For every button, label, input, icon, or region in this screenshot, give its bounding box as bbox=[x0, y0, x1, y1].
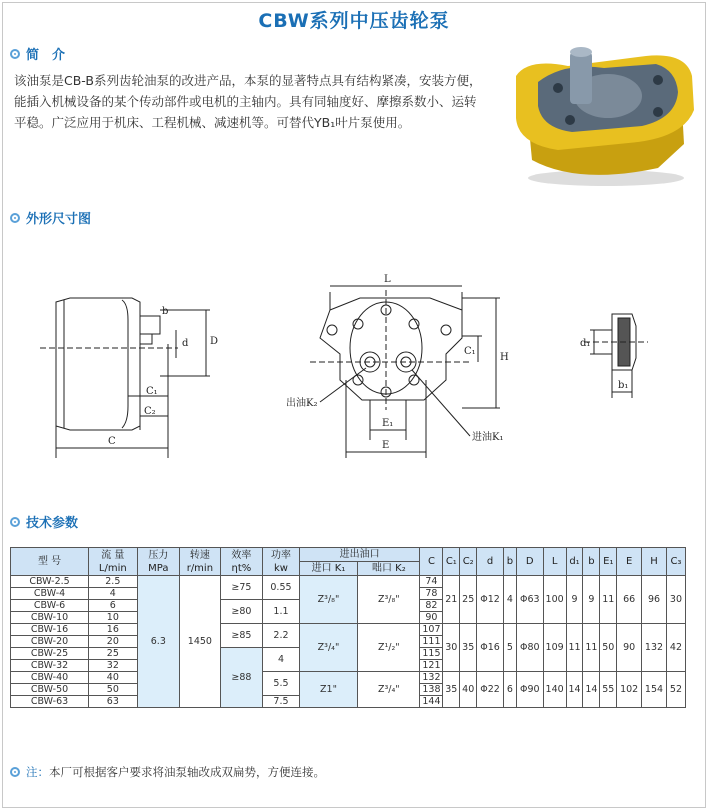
label-b1: b₁ bbox=[618, 380, 629, 391]
table-cell: 52 bbox=[666, 672, 685, 708]
table-cell: 121 bbox=[420, 660, 443, 672]
label-C2: C₂ bbox=[144, 406, 156, 417]
col-E1: E₁ bbox=[600, 548, 617, 576]
section-specs-heading bbox=[10, 512, 78, 531]
col-b1: b bbox=[583, 548, 600, 576]
table-cell: Φ16 bbox=[477, 624, 504, 672]
label-E: E bbox=[382, 440, 390, 451]
bullet-icon bbox=[10, 517, 20, 527]
table-cell: CBW-32 bbox=[11, 660, 89, 672]
table-cell: Z³/₈" bbox=[358, 576, 420, 624]
table-cell: 1.1 bbox=[263, 600, 300, 624]
col-d: d bbox=[477, 548, 504, 576]
table-cell: 11 bbox=[566, 624, 583, 672]
table-cell: CBW-10 bbox=[11, 612, 89, 624]
col-C1: C₁ bbox=[443, 548, 460, 576]
table-cell: 144 bbox=[420, 696, 443, 708]
table-cell: 111 bbox=[420, 636, 443, 648]
bullet-icon bbox=[10, 49, 20, 59]
section-intro-heading bbox=[10, 44, 65, 63]
col-C3: C₃ bbox=[666, 548, 685, 576]
table-cell: 11 bbox=[600, 576, 617, 624]
table-cell: 9 bbox=[566, 576, 583, 624]
table-row bbox=[11, 624, 686, 636]
table-cell: CBW-20 bbox=[11, 636, 89, 648]
label-C1: C₁ bbox=[146, 386, 158, 397]
table-cell: Φ22 bbox=[477, 672, 504, 708]
table-cell: 11 bbox=[583, 624, 600, 672]
section-dimensions-label: 外形尺寸图 bbox=[26, 212, 92, 227]
label-d: d bbox=[182, 338, 189, 349]
table-cell: 25 bbox=[460, 576, 477, 624]
pump-bolt bbox=[653, 75, 663, 85]
table-cell: 109 bbox=[543, 624, 566, 672]
col-eff: 效率 ηt% bbox=[220, 548, 262, 576]
table-cell: 140 bbox=[543, 672, 566, 708]
table-cell: 78 bbox=[420, 588, 443, 600]
col-C2: C₂ bbox=[460, 548, 477, 576]
col-C: C bbox=[420, 548, 443, 576]
table-row bbox=[11, 672, 686, 684]
col-power: 功率 kw bbox=[263, 548, 300, 576]
table-cell: 35 bbox=[443, 672, 460, 708]
section-intro-label: 简 介 bbox=[26, 48, 66, 63]
table-cell: 30 bbox=[666, 576, 685, 624]
note-text: 本厂可根据客户要求将油泵轴改成双扁势，方便连接。 bbox=[49, 765, 325, 779]
table-cell: 5.5 bbox=[263, 672, 300, 696]
table-cell: 25 bbox=[89, 648, 138, 660]
label-front-C1: C₁ bbox=[464, 346, 476, 357]
table-cell: 21 bbox=[443, 576, 460, 624]
table-cell: 10 bbox=[89, 612, 138, 624]
table-cell: 9 bbox=[583, 576, 600, 624]
dimension-drawings bbox=[0, 230, 708, 470]
col-ports: 进出油口 bbox=[299, 548, 420, 562]
table-cell: ≥85 bbox=[220, 624, 262, 648]
table-cell: CBW-16 bbox=[11, 624, 89, 636]
table-cell: CBW-63 bbox=[11, 696, 89, 708]
table-cell: CBW-2.5 bbox=[11, 576, 89, 588]
table-cell: 132 bbox=[420, 672, 443, 684]
table-header-row bbox=[11, 548, 686, 562]
table-cell: ≥80 bbox=[220, 600, 262, 624]
table-cell: 100 bbox=[543, 576, 566, 624]
col-H: H bbox=[642, 548, 667, 576]
col-model: 型 号 bbox=[11, 548, 89, 576]
table-cell: 16 bbox=[89, 624, 138, 636]
pump-shaft-end bbox=[570, 47, 592, 57]
intro-text: 该油泵是CB-B系列齿轮油泵的改进产品，本泵的显著特点具有结构紧凑，安装方便，能插入机械设备的某个传动部件或电机的主轴内。具有同轴度好、摩擦系数小、运转平稳。广泛应用于机床、工程机械、减速机等。可替代YB₁叶片泵使用。 bbox=[14, 73, 482, 130]
table-cell: 14 bbox=[583, 672, 600, 708]
bullet-icon bbox=[10, 213, 20, 223]
table-cell: 1450 bbox=[180, 576, 221, 708]
table-row bbox=[11, 576, 686, 588]
col-flow: 流 量 L/min bbox=[89, 548, 138, 576]
spec-table bbox=[10, 547, 686, 708]
table-cell: 7.5 bbox=[263, 696, 300, 708]
note-label: 注： bbox=[26, 765, 49, 779]
table-cell: 96 bbox=[642, 576, 667, 624]
detail-view-drawing bbox=[580, 314, 648, 398]
table-cell: 14 bbox=[566, 672, 583, 708]
label-inlet: 进油K₁ bbox=[472, 432, 504, 443]
table-cell: ≥88 bbox=[220, 648, 262, 708]
bullet-icon bbox=[10, 767, 20, 777]
table-cell: 50 bbox=[600, 624, 617, 672]
col-speed: 转速 r/min bbox=[180, 548, 221, 576]
pump-shaft bbox=[570, 52, 592, 104]
table-cell: ≥75 bbox=[220, 576, 262, 600]
label-L: L bbox=[384, 274, 391, 285]
table-cell: 50 bbox=[89, 684, 138, 696]
table-cell: CBW-40 bbox=[11, 672, 89, 684]
section-specs-label: 技术参数 bbox=[26, 516, 79, 531]
table-cell: Φ63 bbox=[516, 576, 543, 624]
table-cell: 90 bbox=[420, 612, 443, 624]
col-pressure: 压力 MPa bbox=[137, 548, 179, 576]
table-cell: 4 bbox=[503, 576, 516, 624]
col-d1: d₁ bbox=[566, 548, 583, 576]
table-cell: 35 bbox=[460, 624, 477, 672]
label-outlet: 出油K₂ bbox=[286, 398, 318, 409]
col-b: b bbox=[503, 548, 516, 576]
table-cell: 115 bbox=[420, 648, 443, 660]
table-cell: Z³/₈" bbox=[299, 576, 357, 624]
table-cell: 6 bbox=[503, 672, 516, 708]
side-view-drawing bbox=[40, 298, 218, 458]
table-cell: Φ90 bbox=[516, 672, 543, 708]
table-cell: 66 bbox=[617, 576, 642, 624]
table-cell: 154 bbox=[642, 672, 667, 708]
col-E: E bbox=[617, 548, 642, 576]
page-title: CBW系列中压齿轮泵 bbox=[258, 10, 450, 32]
table-cell: CBW-50 bbox=[11, 684, 89, 696]
table-cell: 42 bbox=[666, 624, 685, 672]
table-cell: 40 bbox=[89, 672, 138, 684]
table-cell: 32 bbox=[89, 660, 138, 672]
table-cell: CBW-25 bbox=[11, 648, 89, 660]
table-cell: 102 bbox=[617, 672, 642, 708]
front-view-drawing bbox=[286, 274, 509, 458]
table-cell: 55 bbox=[600, 672, 617, 708]
table-cell: Z³/₄" bbox=[358, 672, 420, 708]
table-cell: CBW-6 bbox=[11, 600, 89, 612]
table-cell: 0.55 bbox=[263, 576, 300, 600]
col-D: D bbox=[516, 548, 543, 576]
col-inlet: 进口 K₁ bbox=[299, 562, 357, 576]
label-D: D bbox=[210, 336, 219, 347]
label-E1: E₁ bbox=[382, 418, 394, 429]
table-cell: Φ12 bbox=[477, 576, 504, 624]
table-cell: 2.2 bbox=[263, 624, 300, 648]
table-cell: 40 bbox=[460, 672, 477, 708]
section-dimensions-heading bbox=[10, 208, 91, 227]
table-cell: Z¹/₂" bbox=[358, 624, 420, 672]
pump-bolt bbox=[553, 83, 563, 93]
table-cell: 4 bbox=[263, 648, 300, 672]
label-C: C bbox=[108, 436, 116, 447]
col-outlet: 咄口 K₂ bbox=[358, 562, 420, 576]
label-b: b bbox=[162, 306, 169, 317]
table-cell: 90 bbox=[617, 624, 642, 672]
table-cell: 6 bbox=[89, 600, 138, 612]
table-cell: Z1" bbox=[299, 672, 357, 708]
label-H: H bbox=[500, 352, 509, 363]
table-cell: 30 bbox=[443, 624, 460, 672]
table-cell: CBW-4 bbox=[11, 588, 89, 600]
table-cell: 132 bbox=[642, 624, 667, 672]
table-cell: 138 bbox=[420, 684, 443, 696]
table-cell: 5 bbox=[503, 624, 516, 672]
pump-bolt bbox=[565, 115, 575, 125]
table-cell: Φ80 bbox=[516, 624, 543, 672]
table-cell: 6.3 bbox=[137, 576, 179, 708]
pump-bolt bbox=[653, 107, 663, 117]
table-cell: 74 bbox=[420, 576, 443, 588]
pump-photo bbox=[508, 40, 700, 188]
table-cell: 20 bbox=[89, 636, 138, 648]
col-L: L bbox=[543, 548, 566, 576]
table-cell: 63 bbox=[89, 696, 138, 708]
label-d1: d₁ bbox=[580, 338, 591, 349]
note bbox=[10, 764, 325, 780]
table-cell: Z³/₄" bbox=[299, 624, 357, 672]
table-cell: 4 bbox=[89, 588, 138, 600]
table-cell: 107 bbox=[420, 624, 443, 636]
table-cell: 2.5 bbox=[89, 576, 138, 588]
table-cell: 82 bbox=[420, 600, 443, 612]
